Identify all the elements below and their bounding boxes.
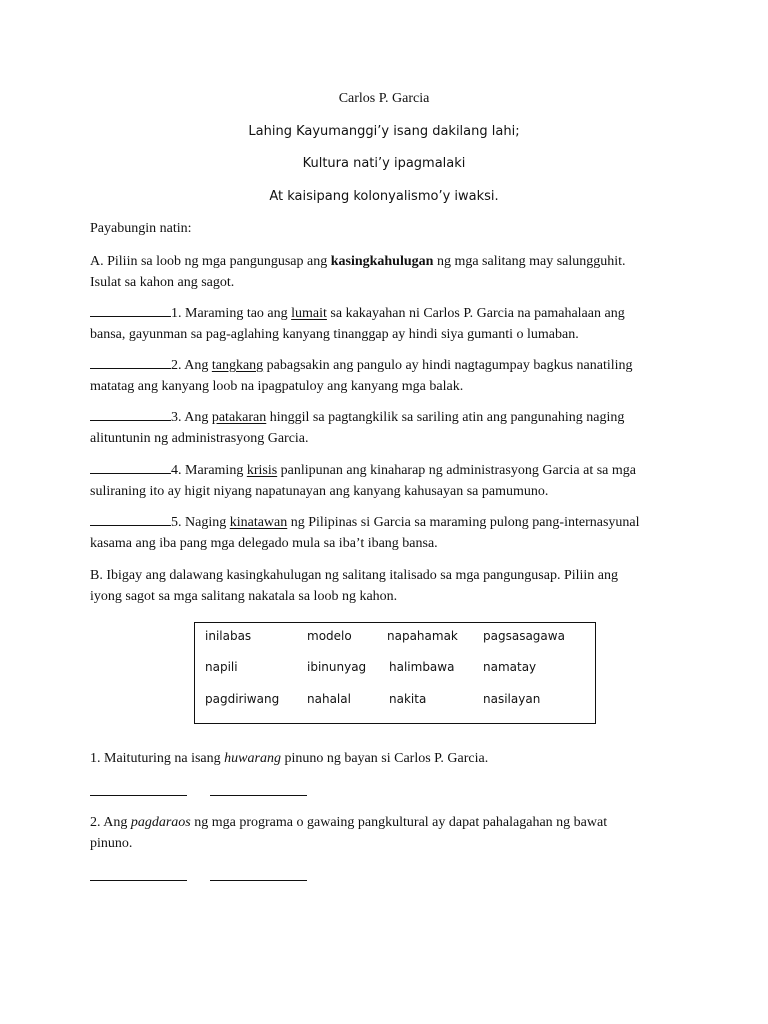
section-a-item-1: 1. Maraming tao ang lumait sa kakayahan ni Carlos P. Garcia na pamahalaan ang bansa, gayunman sa pag-aglahing kanyang tinanggap ay hindi siya gumanti o lumaban. — [90, 306, 625, 342]
answer-row-1 — [90, 781, 690, 804]
answer-blank[interactable] — [210, 866, 307, 881]
section-a-item-2: 2. Ang tangkang pabagsakin ang pangulo ay hindi nagtagumpay bagkus nanatiling matatag ang kanyang loob na ipagpatuloy ang kanyang mga balak. — [90, 358, 633, 394]
verse-line-3: At kaisipang kolonyalismo’y iwaksi. — [269, 189, 499, 204]
keyword-bold: kasingkahulugan — [330, 254, 434, 269]
section-b-question-2: 2. Ang pagdaraos ng mga programa o gawaing pangkultural ay dapat pahalagahan ng bawat pinuno. — [90, 815, 608, 851]
answer-blank[interactable] — [90, 408, 171, 421]
word-bank-item: ibinunyag — [307, 660, 367, 674]
intro-text: Payabungin natin: — [90, 221, 192, 236]
word-bank-item: nahalal — [307, 692, 351, 706]
underlined-word: lumait — [291, 306, 327, 321]
section-a-item-3: 3. Ang patakaran hinggil sa pagtangkilik sa sariling atin ang pangunahing naging alituntunin ng administrasyong Garcia. — [90, 410, 625, 446]
word-bank-item: halimbawa — [389, 660, 455, 674]
answer-blank[interactable] — [210, 781, 307, 796]
underlined-word: tangkang — [211, 358, 264, 373]
answer-blank[interactable] — [90, 356, 171, 369]
italic-word: pagdaraos — [130, 815, 191, 830]
section-b-instruction: B. Ibigay ang dalawang kasingkahulugan ng salitang italisado sa mga pangungusap. Piliin ang iyong sagot sa mga salitang nakatala sa loob ng kahon. — [90, 568, 619, 604]
answer-blank[interactable] — [90, 781, 187, 796]
answer-row-2 — [90, 866, 690, 889]
word-bank-item: napili — [205, 660, 238, 674]
word-bank-item: napahamak — [387, 629, 458, 643]
word-bank-item: inilabas — [205, 629, 252, 643]
word-bank-item: modelo — [307, 629, 352, 643]
section-b-question-1: 1. Maituturing na isang huwarang pinuno ng bayan si Carlos P. Garcia. — [90, 751, 489, 766]
underlined-word: patakaran — [211, 410, 267, 425]
word-bank-box — [194, 622, 596, 724]
underlined-word: krisis — [246, 463, 278, 478]
word-bank-item: nakita — [389, 692, 427, 706]
underlined-word: kinatawan — [229, 515, 288, 530]
answer-blank[interactable] — [90, 513, 171, 526]
answer-blank[interactable] — [90, 866, 187, 881]
document-title: Carlos P. Garcia — [338, 91, 430, 106]
italic-word: huwarang — [224, 751, 281, 766]
word-bank-item: pagsasagawa — [483, 629, 565, 643]
verse-line-2: Kultura nati’y ipagmalaki — [302, 156, 466, 171]
section-a-item-5: 5. Naging kinatawan ng Pilipinas si Garcia sa maraming pulong pang-internasyunal kasama ang iba pang mga delegado mula sa iba’t ibang bansa. — [90, 515, 640, 551]
word-bank-item: pagdiriwang — [205, 692, 280, 706]
verse-line-1: Lahing Kayumanggi’y isang dakilang lahi; — [248, 124, 520, 139]
word-bank-item: namatay — [483, 660, 537, 674]
word-bank-item: nasilayan — [483, 692, 541, 706]
answer-blank[interactable] — [90, 304, 171, 317]
section-a-instruction: A. Piliin sa loob ng mga pangungusap ang kasingkahulugan ng mga salitang may salungguhit. Isulat sa kahon ang sagot. — [90, 254, 626, 290]
section-a-item-4: 4. Maraming krisis panlipunan ang kinaharap ng administrasyong Garcia at sa mga suliraning ito ay higit niyang napatunayan ang kanyang kahusayan sa pamumuno. — [90, 463, 637, 499]
answer-blank[interactable] — [90, 461, 171, 474]
